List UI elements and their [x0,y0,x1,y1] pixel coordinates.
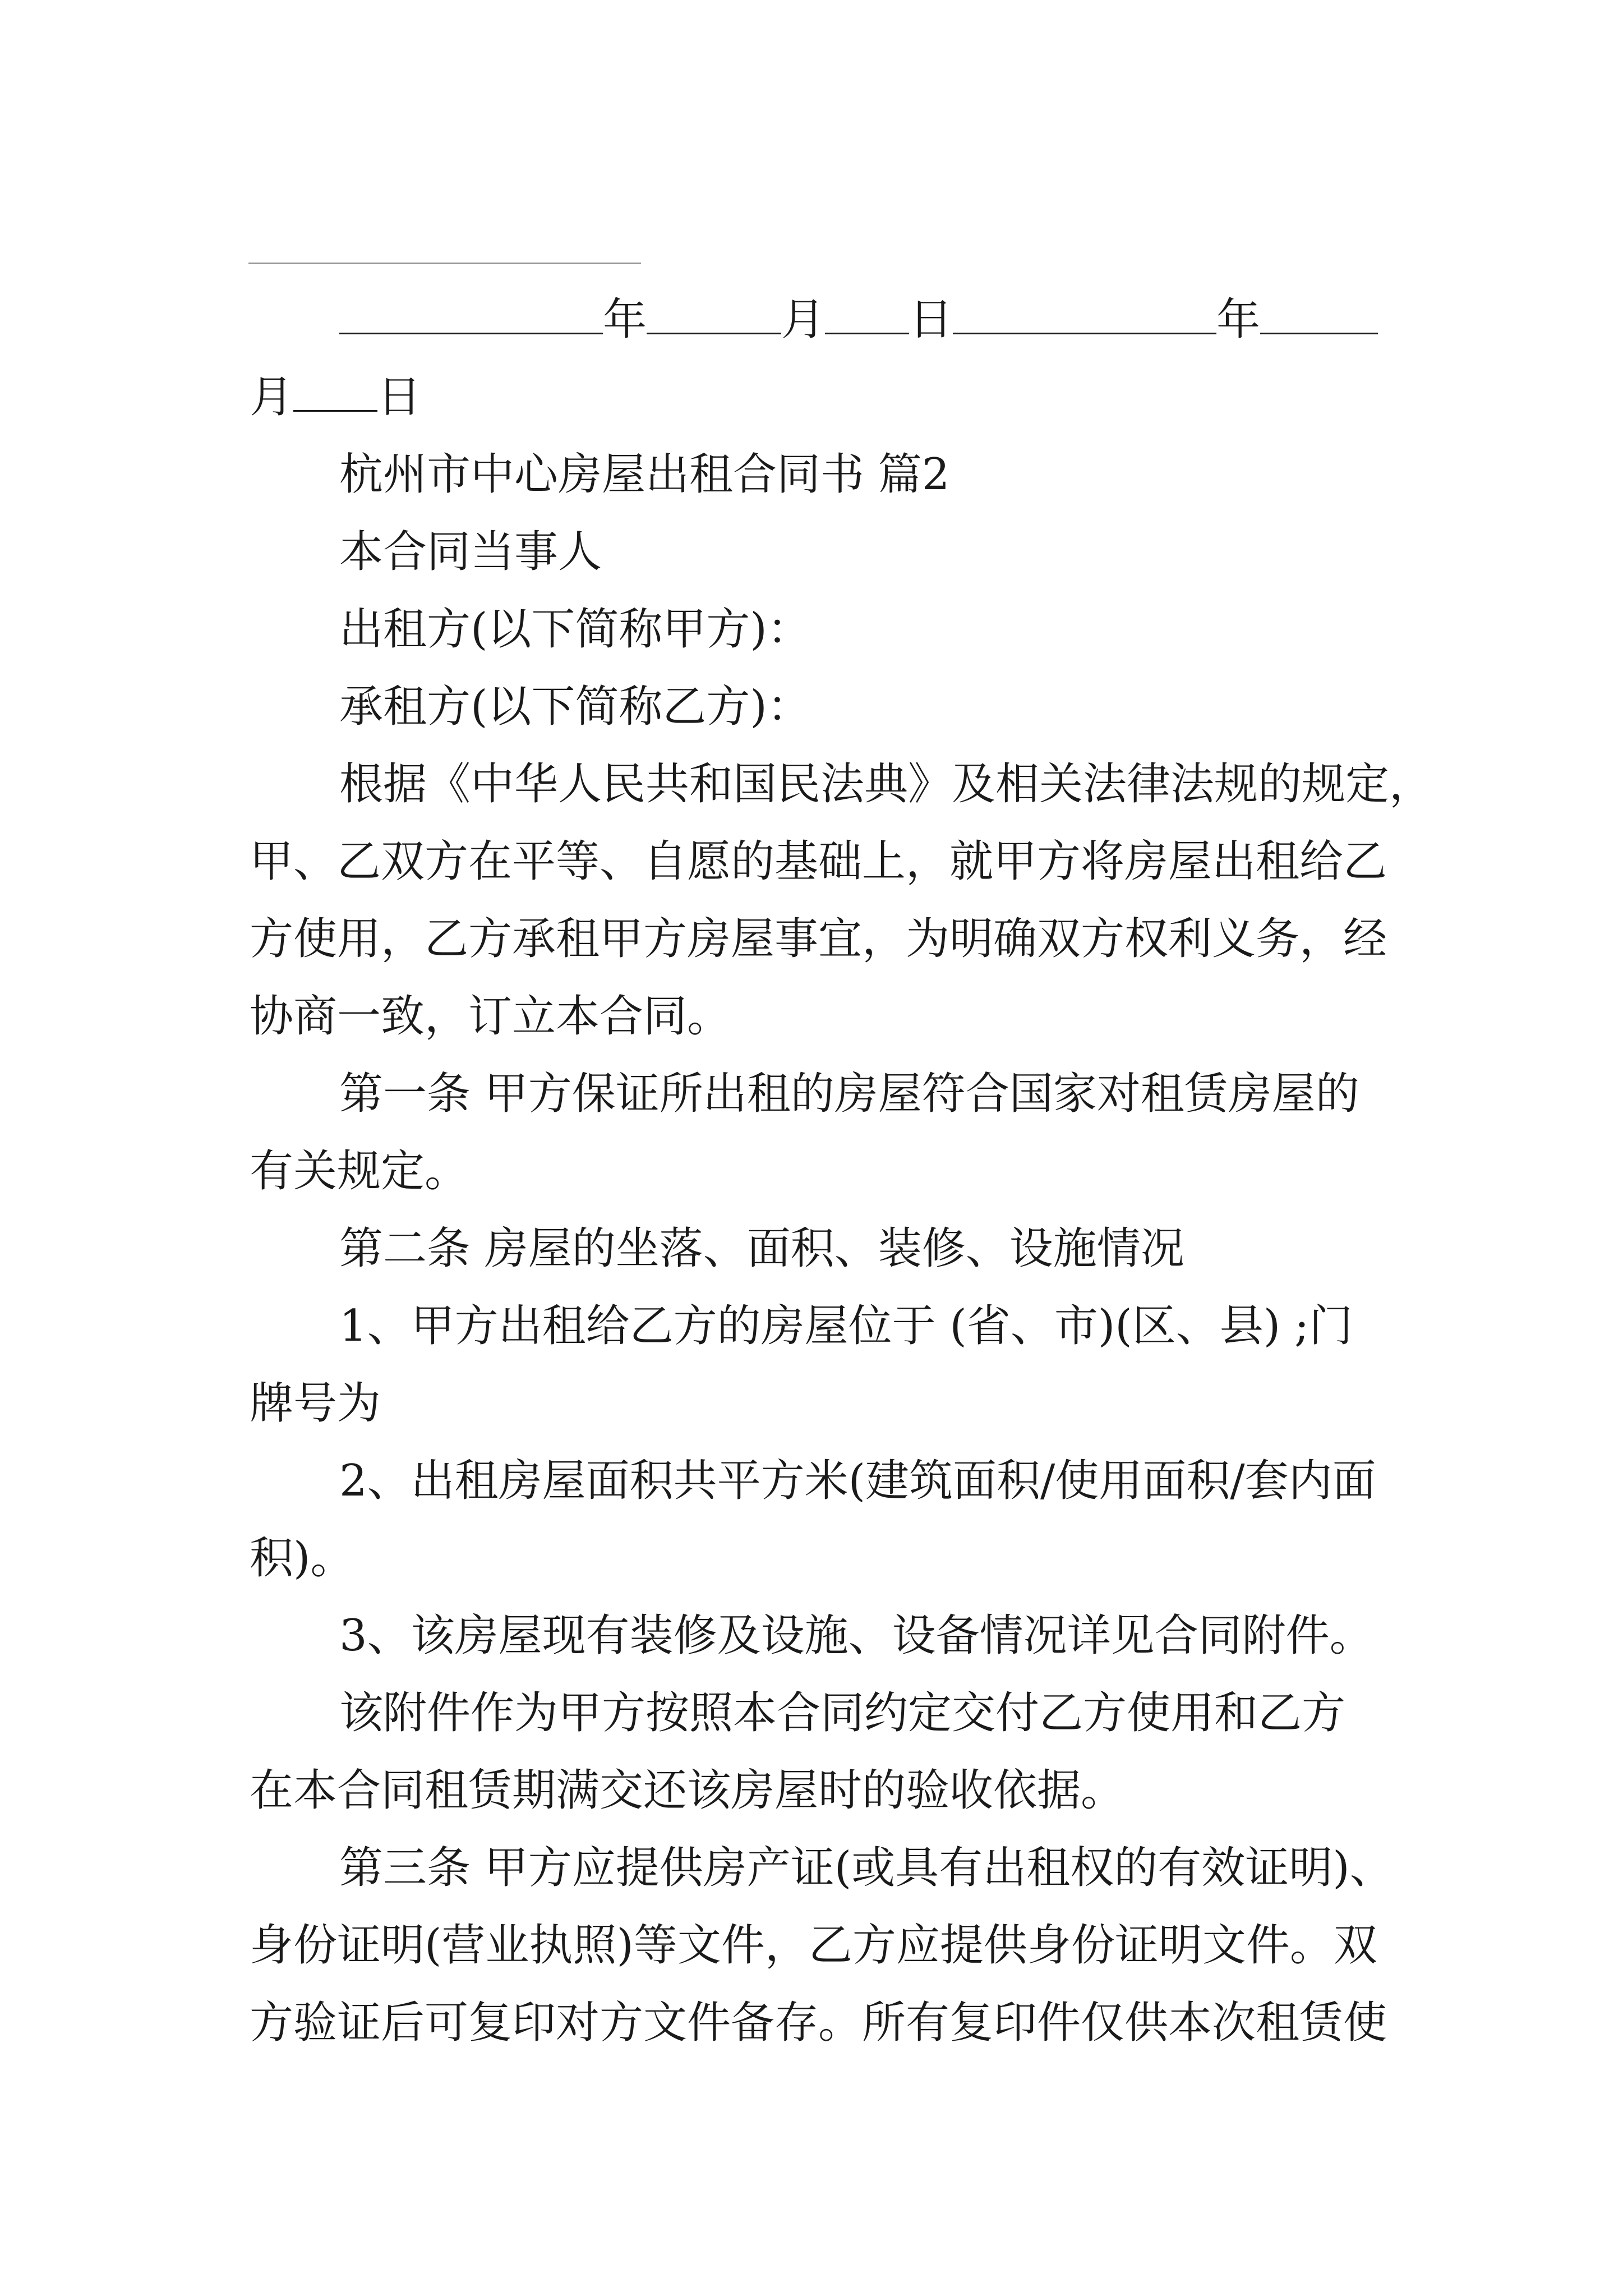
blank [647,292,781,334]
top-divider [248,263,641,264]
paragraph-line: 方使用，乙方承租甲方房屋事宜，为明确双方权利义务，经 [250,914,1387,964]
paragraph-line: 2、出租房屋面积共平方米(建筑面积/使用面积/套内面 [339,1456,1376,1506]
paragraph-line: 出租方(以下简称甲方)： [339,604,811,655]
paragraph-line: 本合同当事人 [339,527,602,577]
paragraph-line: 第二条 房屋的坐落、面积、装修、设施情况 [339,1223,1184,1274]
paragraph-line: 甲、乙双方在平等、自愿的基础上，就甲方将房屋出租给乙 [250,836,1387,887]
date-month-label: 月 [781,295,826,345]
paragraph-line: 该附件作为甲方按照本合同约定交付乙方使用和乙方 [339,1688,1346,1738]
date-month-label-2: 月 [250,372,294,422]
blank [293,370,377,412]
paragraph-line: 1、甲方出租给乙方的房屋位于 (省、市)(区、县) ;门 [339,1301,1353,1351]
date-line-2 [250,369,1427,425]
paragraph-line: 根据《中华人民共和国民法典》及相关法律法规的规定， [339,759,1433,809]
date-line [339,292,1517,348]
paragraph-line: 积)。 [250,1533,354,1584]
paragraph-line: 身份证明(营业执照)等文件，乙方应提供身份证明文件。双 [250,1920,1377,1971]
paragraph-line: 3、该房屋现有装修及设施、设备情况详见合同附件。 [339,1611,1373,1661]
paragraph-line: 第一条 甲方保证所出租的房屋符合国家对租赁房屋的 [339,1069,1359,1119]
paragraph-line: 第三条 甲方应提供房产证(或具有出租权的有效证明)、 [339,1843,1394,1893]
paragraph-line: 在本合同租赁期满交还该房屋时的验收依据。 [250,1765,1125,1816]
paragraph-line: 方验证后可复印对方文件备存。所有复印件仅供本次租赁使 [250,1998,1387,2048]
blank [953,292,1216,334]
date-year-label: 年 [603,295,647,345]
paragraph-line: 承租方(以下简称乙方)： [339,682,811,732]
date-year-label-2: 年 [1216,295,1261,345]
date-day-label-2: 日 [377,372,422,422]
date-day-label: 日 [909,295,953,345]
paragraph-line: 协商一致，订立本合同。 [250,991,731,1042]
paragraph-line: 牌号为 [250,1378,381,1429]
blank [825,292,909,334]
blank [1260,292,1378,334]
contract-title: 杭州市中心房屋出租合同书 篇2 [339,449,950,500]
blank [339,292,603,334]
paragraph-line: 有关规定。 [250,1146,469,1197]
